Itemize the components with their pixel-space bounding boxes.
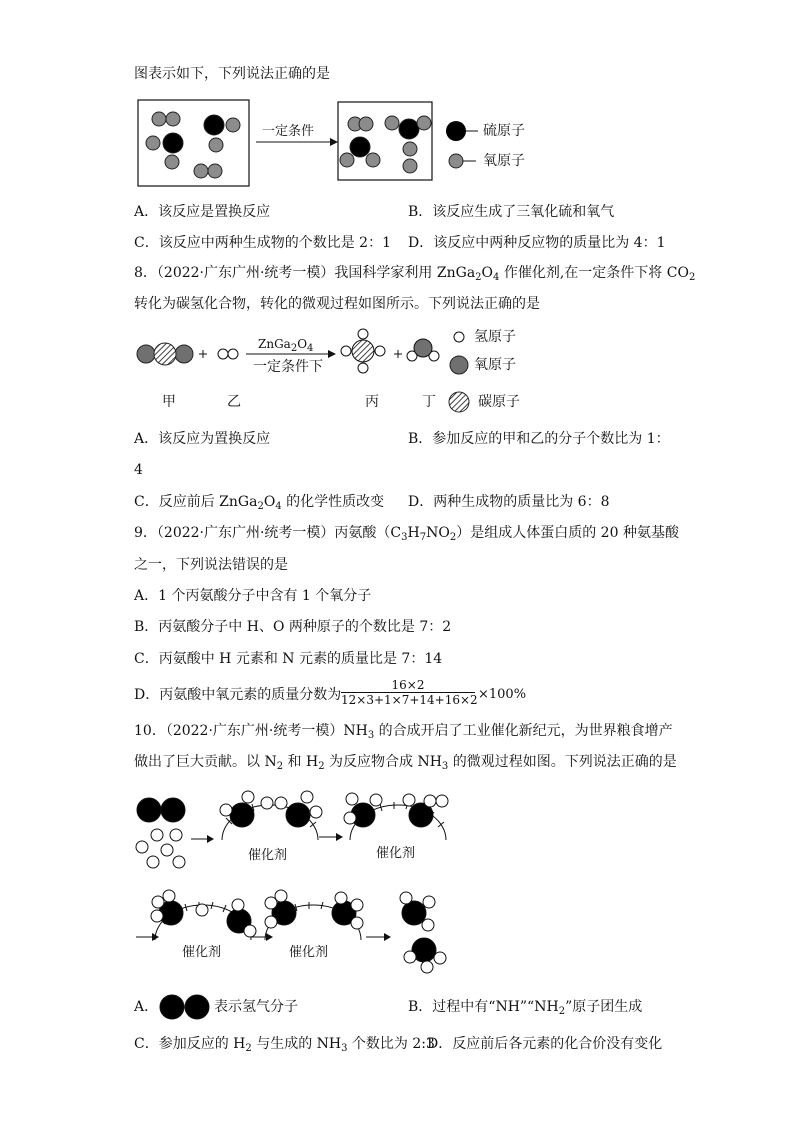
q8-option-b-cont: 4 xyxy=(134,462,143,478)
q10-catalyst-label-3: 催化剂 xyxy=(182,945,222,960)
q10-stage4 xyxy=(151,890,256,940)
q7-legend-label-sulfur: 硫原子 xyxy=(483,123,525,139)
q10-option-a-prefix: A． xyxy=(134,999,159,1015)
q8-label-yi: 乙 xyxy=(227,394,241,410)
q7-option-a: A．该反应是置换反应 xyxy=(134,204,271,220)
fraction-denominator: 12×3+1×7+14+16×2 xyxy=(341,693,478,707)
q8-stem-line1: 8．（2022·广东广州·统考一模）我国科学家利用 $ZnGa_2O_4$ 作催化剂,在一定条件下将 $CO_2$ xyxy=(134,265,696,283)
q8-catalyst-label: $ZnGa_2O_4$ xyxy=(258,337,314,354)
q8-option-a: A．该反应为置换反应 xyxy=(134,431,271,447)
q8-option-c: C．反应前后 $ZnGa_2O_4$ 的化学性质改变 xyxy=(134,494,385,512)
q10-stem-line1: 10．（2022·广东广州·统考一模）$NH_3$ 的合成开启了工业催化新纪元，为世界粮食增产 xyxy=(134,723,673,741)
q10-option-a-text: 表示氢气分子 xyxy=(214,999,298,1015)
q10-option-c: C．参加反应的 $H_2$ 与生成的 $NH_3$ 个数比为 2:3 xyxy=(134,1036,435,1054)
q7-option-d: D．该反应中两种反应物的质量比为 4：1 xyxy=(408,235,666,251)
q10-option-a-molecule-icon xyxy=(160,995,209,1019)
q10-catalyst-label-1: 催化剂 xyxy=(248,848,288,863)
q10-catalyst-label-4: 催化剂 xyxy=(289,945,329,960)
q10-stage3 xyxy=(344,793,448,840)
q10-stage5 xyxy=(265,890,363,940)
q9-stem-line1: 9．（2022·广东广州·统考一模）丙氨酸$(C_3H_7NO_2)$是组成人体蛋白质的 20 种氨基酸 xyxy=(134,525,679,543)
q10-catalyst-label-2: 催化剂 xyxy=(376,846,416,861)
q8-label-bing: 丙 xyxy=(365,394,379,410)
q9-stem-line2: 之一，下列说法错误的是 xyxy=(134,557,288,573)
q7-arrow-label: 一定条件 xyxy=(262,124,315,139)
q8-option-d: D．两种生成物的质量比为 6：8 xyxy=(408,494,610,510)
fraction-numerator: 16×2 xyxy=(391,678,425,692)
q8-label-jia: 甲 xyxy=(162,394,176,410)
q10-option-d: D．反应前后各元素的化合价没有变化 xyxy=(427,1036,663,1052)
q10-stage2 xyxy=(220,791,322,840)
q8-option-b: B．参加反应的甲和乙的分子个数比为 1： xyxy=(408,431,670,447)
q8-legend-label-hydrogen: 氢原子 xyxy=(474,329,516,345)
q7-stem-tail: 图表示如下，下列说法正确的是 xyxy=(134,66,330,82)
q9-option-a: A．1 个丙氨酸分子中含有 1 个氧分子 xyxy=(134,588,372,604)
q9-option-d-tail: ×100% xyxy=(478,687,527,702)
q8-label-ding: 丁 xyxy=(422,394,436,410)
q8-stem-line2: 转化为碳氢化合物，转化的微观过程如图所示。下列说法正确的是 xyxy=(134,296,540,312)
q10-stage1 xyxy=(136,798,185,868)
q9-option-d: D．丙氨酸中氧元素的质量分数为 xyxy=(134,687,342,703)
q10-stage6 xyxy=(400,892,446,973)
q7-option-c: C．该反应中两种生成物的个数比是 2：1 xyxy=(134,235,391,251)
q8-legend-label-oxygen: 氧原子 xyxy=(474,357,516,373)
q7-legend-label-oxygen: 氧原子 xyxy=(483,153,525,169)
q9-option-c: C．丙氨酸中 H 元素和 N 元素的质量比是 7：14 xyxy=(134,651,443,667)
q8-arrow-label: 一定条件下 xyxy=(253,359,323,375)
q7-option-b: B．该反应生成了三氧化硫和氧气 xyxy=(408,204,615,220)
q8-legend-label-carbon: 碳原子 xyxy=(478,394,520,410)
q9-option-b: B．丙氨酸分子中 H、O 两种原子的个数比是 7：2 xyxy=(134,619,452,635)
q10-option-b: B．过程中有“$NH”“NH_2$”原子团生成 xyxy=(408,999,643,1017)
q10-stem-line2: 做出了巨大贡献。以 $N_2$ 和 $H_2$ 为反应物合成 $NH_3$ 的微观过程如图。下列说法正确的是 xyxy=(134,754,677,772)
